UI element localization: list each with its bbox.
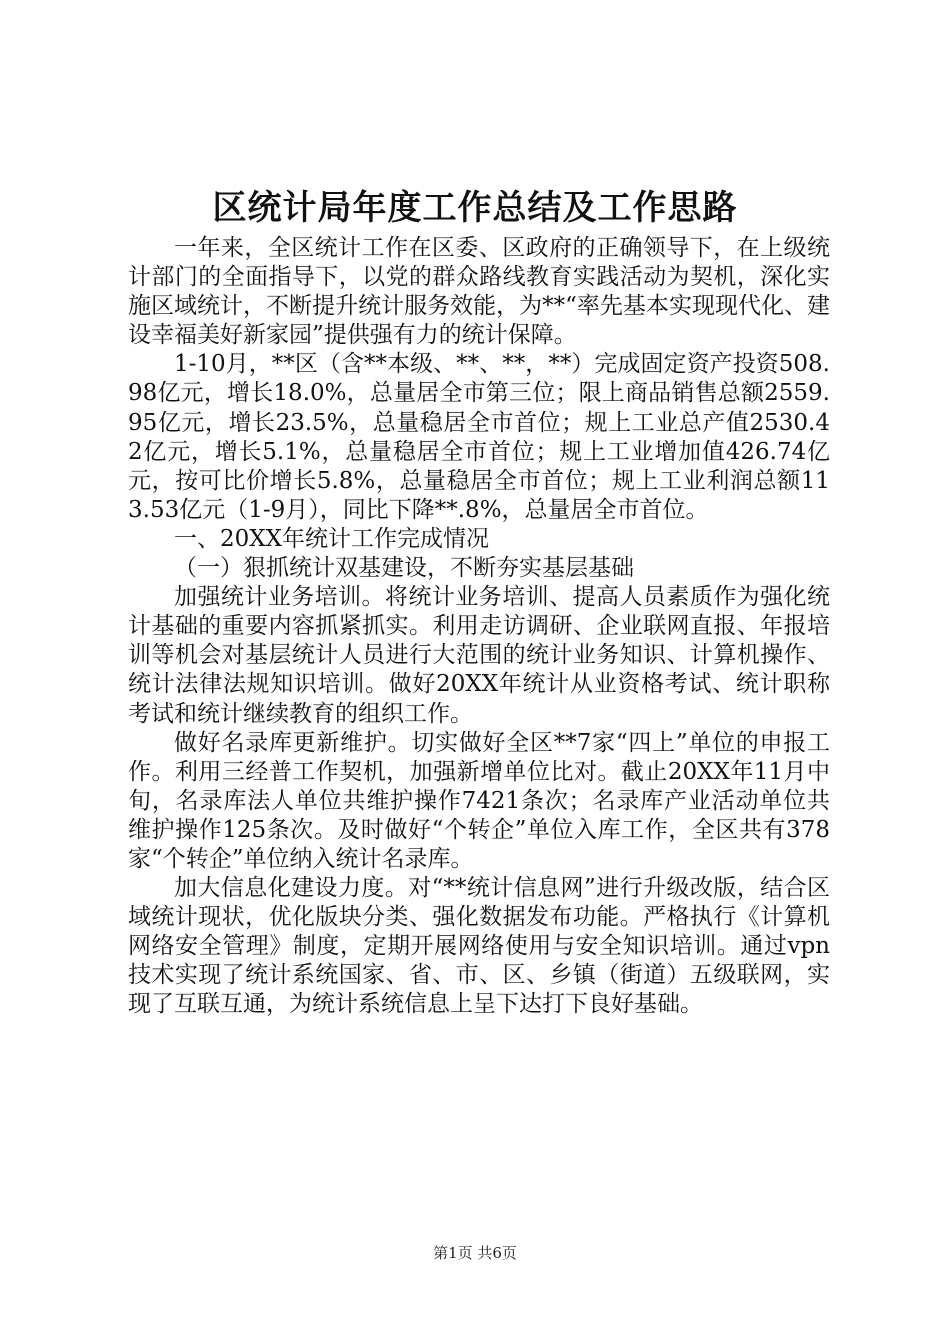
paragraph-training: 加强统计业务培训。将统计业务培训、提高人员素质作为强化统计基础的重要内容抓紧抓实。利用走访调研、企业联网直报、年报培训等机会对基层统计人员进行大范围的统计业务知识、计算机操作、统计法律法规知识培训。做好20XX年统计从业资格考试、统计职称考试和统计继续教育的组织工作。 xyxy=(128,584,830,727)
paragraph-statistics: 1-10月，**区（含**本级、**、**，**）完成固定资产投资508.98亿元，增长18.0%，总量居全市第三位；限上商品销售总额2559.95亿元，增长23.5%，总量稳居全市首位；规上工业总产值2530.42亿元，增长5.1%，总量稳居全市首位；规上工业增加值426.74亿元，按可比价增长5.8%，总量稳居全市首位；规上工业利润总额113.53亿元（1-9月），同比下降**.8%，总量居全市首位。 xyxy=(128,351,830,523)
subsection-heading-1: （一）狠抓统计双基建设，不断夯实基层基础 xyxy=(174,555,634,582)
paragraph-directory: 做好名录库更新维护。切实做好全区**7家“四上”单位的申报工作。利用三经普工作契机，加强新增单位比对。截止20XX年11月中旬，名录库法人单位共维护操作7421条次；名录库产业活动单位共维护操作125条次。及时做好“个转企”单位入库工作，全区共有378家“个转企”单位纳入统计名录库。 xyxy=(128,729,830,872)
document-title: 区统计局年度工作总结及工作思路 xyxy=(212,188,738,228)
section-heading-1: 一、20XX年统计工作完成情况 xyxy=(174,525,490,552)
paragraph-intro: 一年来，全区统计工作在区委、区政府的正确领导下，在上级统计部门的全面指导下，以党的群众路线教育实践活动为契机，深化实施区域统计，不断提升统计服务效能，为**“率先基本实现现代化、建设幸福美好新家园”提供强有力的统计保障。 xyxy=(128,235,830,349)
document-body xyxy=(128,234,830,1020)
page-footer: 第1页 共6页 xyxy=(433,1244,517,1262)
paragraph-informatization: 加大信息化建设力度。对“**统计信息网”进行升级改版，结合区域统计现状，优化版块分类、强化数据发布功能。严格执行《计算机网络安全管理》制度，定期开展网络使用与安全知识培训。通过vpn技术实现了统计系统国家、省、市、区、乡镇（街道）五级联网，实现了互联互通，为统计系统信息上呈下达打下良好基础。 xyxy=(128,875,830,1018)
